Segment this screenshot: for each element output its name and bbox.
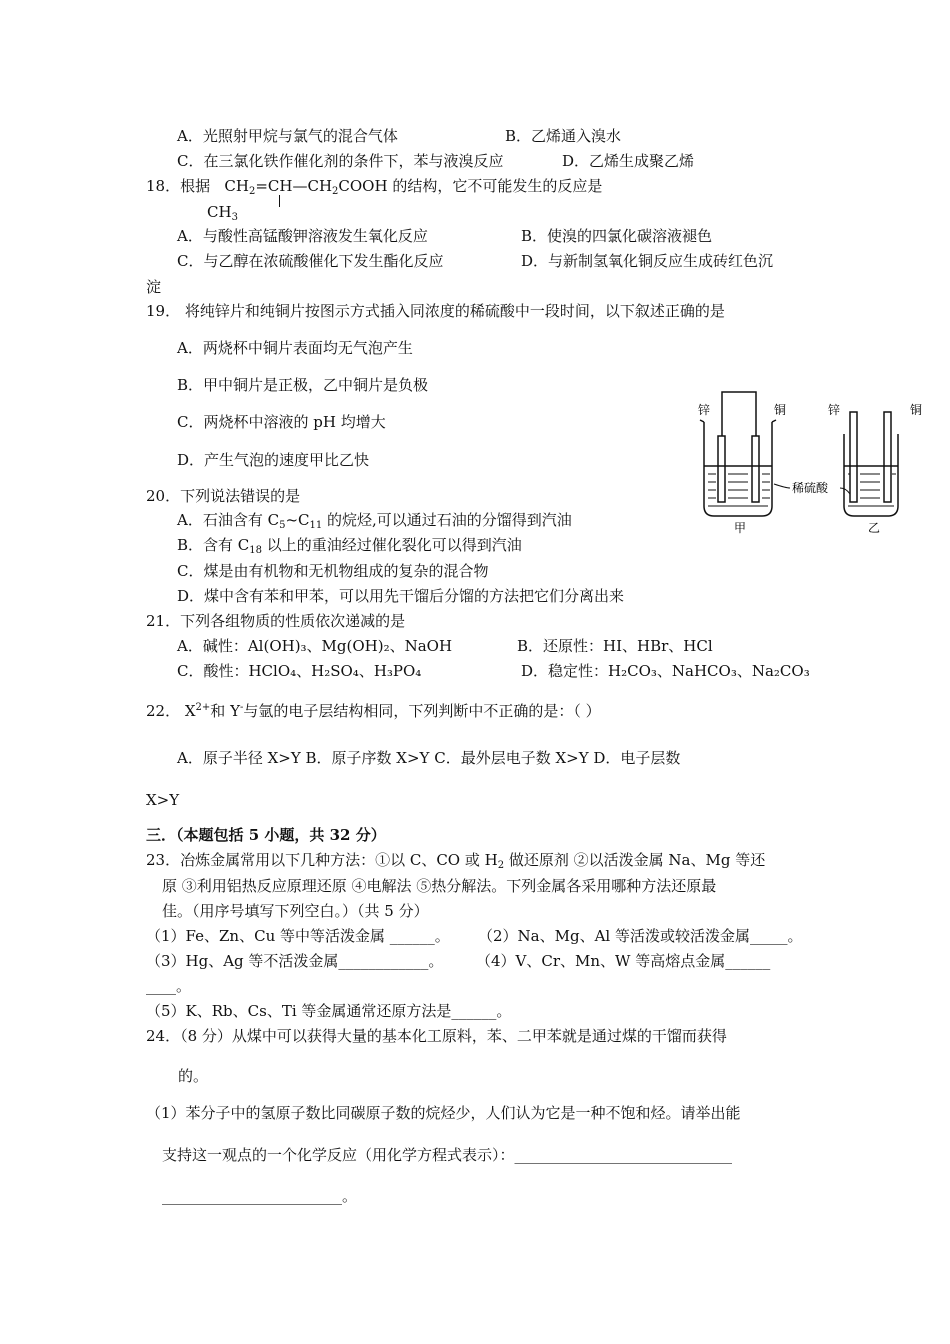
q19-option-d: D．产生气泡的速度甲比乙快 — [177, 451, 370, 469]
q23-blank-5: （5）K、Rb、Cs、Ti 等金属通常还原方法是______。 — [146, 1002, 512, 1020]
caption-right: 乙 — [868, 521, 881, 535]
q21-stem: 21．下列各组物质的性质依次递减的是 — [146, 612, 406, 630]
label-cu-left: 铜 — [774, 403, 787, 417]
acid-pointer-right — [840, 488, 850, 494]
acid-liquid-right — [844, 466, 898, 506]
q23-blank-4: （4）V、Cr、Mn、W 等高熔点金属______ — [476, 952, 771, 970]
q23-blank-2: （2）Na、Mg、Al 等活泼或较活泼金属_____。 — [478, 927, 803, 945]
q18-option-d: D．与新制氢氧化铜反应生成砖红色沉 — [521, 252, 774, 270]
q17-option-d: D．乙烯生成聚乙烯 — [562, 152, 695, 170]
q21-option-d: D．稳定性：H₂CO₃、NaHCO₃、Na₂CO₃ — [521, 662, 810, 680]
q20-stem: 20．下列说法错误的是 — [146, 487, 301, 505]
q17-option-a: A．光照射甲烷与氯气的混合气体 — [177, 127, 398, 145]
q18-option-b: B．使溴的四氯化碳溶液褪色 — [521, 227, 713, 245]
q24-part1-line2: 支持这一观点的一个化学反应（用化学方程式表示）：_____________________________ — [162, 1146, 733, 1164]
q24-part1-line1: （1）苯分子中的氢原子数比同碳原子数的烷烃少，人们认为它是一种不饱和烃。请举出能 — [146, 1104, 741, 1122]
q18-option-a: A．与酸性高锰酸钾溶液发生氧化反应 — [177, 227, 428, 245]
label-zn-left: 锌 — [698, 403, 711, 417]
q19-option-c: C．两烧杯中溶液的 pH 均增大 — [177, 413, 386, 431]
beaker-right — [844, 412, 898, 516]
q19-option-a: A．两烧杯中铜片表面均无气泡产生 — [177, 339, 413, 357]
galvanic-cell-figure — [690, 384, 930, 544]
q17-option-b: B．乙烯通入溴水 — [505, 127, 622, 145]
q20-option-b: B．含有 $C_{18}$ 以上的重油经过催化裂化可以得到汽油 — [177, 536, 522, 556]
q23-blank-3: （3）Hg、Ag 等不活泼金属____________。 — [146, 952, 444, 970]
q20-option-c: C．煤是由有机物和无机物组成的复杂的混合物 — [177, 562, 489, 580]
q22-options-cont: X>Y — [146, 791, 180, 809]
q22-options: A．原子半径 X>Y B．原子序数 X>Y C．最外层电子数 X>Y D．电子层数 — [177, 749, 681, 767]
q23-line3: 佳。（用序号填写下列空白。）（共 5 分） — [162, 902, 429, 920]
q23-blank-4-cont: ____。 — [146, 977, 192, 995]
q22-stem: 22． $X^{2+}$和 Y-与氩的电子层结构相同，下列判断中不正确的是：（ ） — [146, 702, 601, 720]
q19-option-b: B．甲中铜片是正极，乙中铜片是负极 — [177, 376, 429, 394]
beaker-left — [700, 392, 776, 516]
q18-option-c: C．与乙醇在浓硫酸催化下发生酯化反应 — [177, 252, 444, 270]
q24-line1: 24．（8 分）从煤中可以获得大量的基本化工原料，苯、二甲苯就是通过煤的干馏而获得 — [146, 1027, 727, 1045]
q23-blank-1: （1）Fe、Zn、Cu 等中等活泼金属 ______。 — [146, 927, 450, 945]
q17-option-c: C．在三氯化铁作催化剂的条件下，苯与液溴反应 — [177, 152, 504, 170]
q24-line2: 的。 — [178, 1067, 209, 1085]
acid-liquid-left — [704, 466, 772, 506]
q21-option-c: C．酸性：HClO₄、H₂SO₄、H₃PO₄ — [177, 662, 422, 680]
q21-option-a: A．碱性：Al(OH)₃、Mg(OH)₂、NaOH — [177, 637, 453, 655]
q18-branch-methyl: $CH_3$ — [207, 203, 238, 223]
q18-stem: 18．根据 $CH_2=CH—CH_2COOH$ 的结构，它不可能发生的反应是 — [146, 177, 603, 197]
q20-option-a: A．石油含有 $C_5\sim C_{11}$ 的烷烃,可以通过石油的分馏得到汽油 — [177, 511, 572, 531]
q18-branch-bond — [279, 195, 280, 207]
q23-line1: 23．冶炼金属常用以下几种方法：①以 C、CO 或 $H_2$ 做还原剂 ②以活泼金属 Na、Mg 等还 — [146, 851, 766, 871]
q19-stem: 19． 将纯锌片和纯铜片按图示方式插入同浓度的稀硫酸中一段时间，以下叙述正确的是 — [146, 302, 725, 320]
label-acid: 稀硫酸 — [792, 481, 829, 495]
label-cu-right: 铜 — [910, 403, 923, 417]
caption-left: 甲 — [734, 521, 747, 535]
q18-option-d-cont: 淀 — [146, 278, 162, 296]
label-zn-right: 锌 — [828, 403, 841, 417]
q23-line2: 原 ③利用铝热反应原理还原 ④电解法 ⑤热分解法。下列金属各采用哪种方法还原最 — [162, 877, 717, 895]
q20-option-d: D．煤中含有苯和甲苯，可以用先干馏后分馏的方法把它们分离出来 — [177, 587, 625, 605]
section-3-title: 三．（本题包括 5 小题，共 32 分） — [146, 826, 386, 844]
q24-part1-line3: ________________________。 — [162, 1187, 358, 1205]
q21-option-b: B．还原性：HI、HBr、HCl — [517, 637, 713, 655]
acid-pointer-left — [774, 484, 790, 488]
